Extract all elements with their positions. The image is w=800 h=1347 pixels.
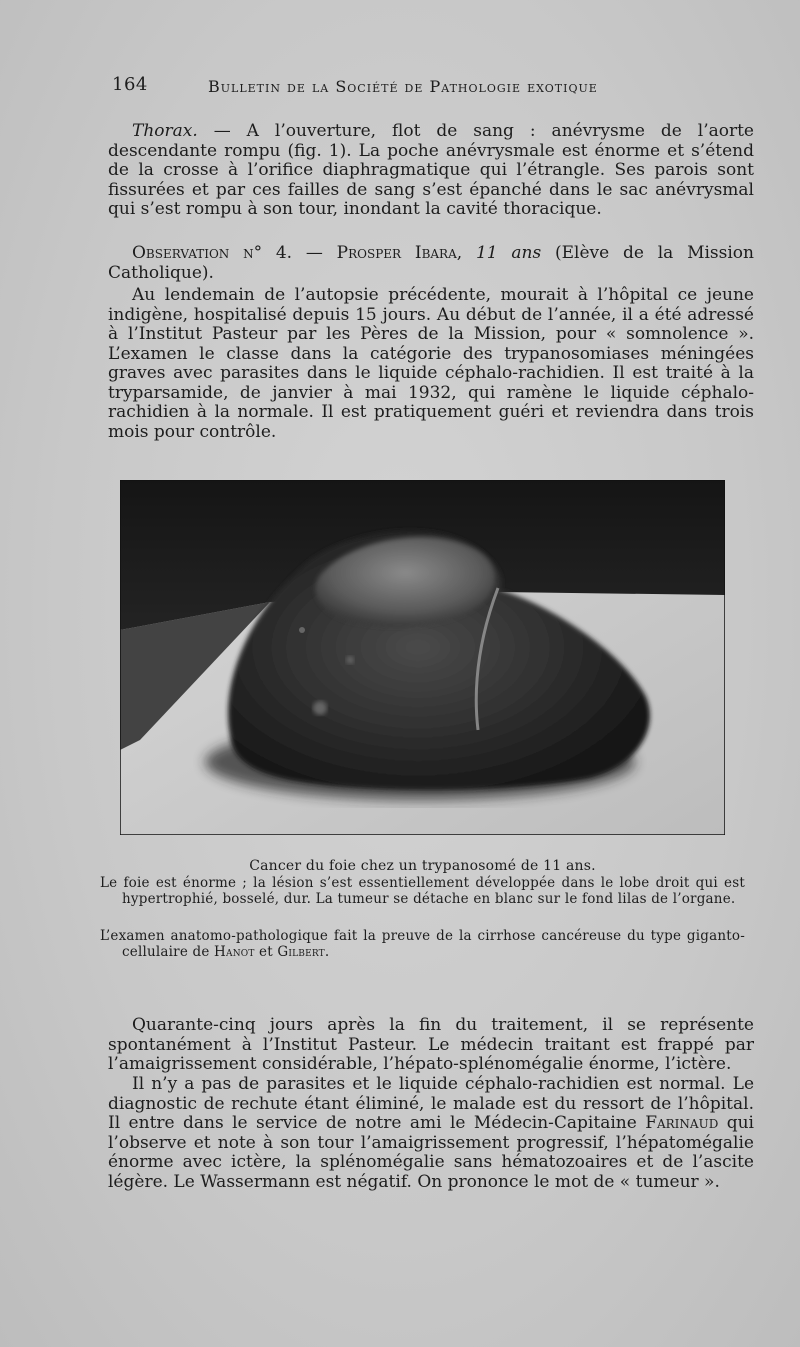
author-gilbert: Gilbert [277, 944, 325, 960]
caption-text-1: Le foie est énorme ; la lésion s’est essentiellement développée dans le lobe droit qui est hypertrophié, bosselé, dur. La tumeur se détache en blanc sur le fond lilas de l’organe. [100, 875, 745, 907]
tumor-spot-2 [346, 656, 354, 664]
observation-paragraph: Au lendemain de l’autopsie précédente, mourait à l’hôpital ce jeune indigène, hospitalisé depuis 15 jours. Au début de l’année, il a été adressé à l’Institut Pasteur par les Pères de la Mission, pour « somnolence ». L’examen le classe dans la catégorie des trypanosomiases méningées graves avec parasites dans le liquide céphalo-rachidien. Il est traité à la tryparsamide, de janvier à mai 1932, qui ramène le liquide céphalo-rachidien à la normale. Il est pratiquement guéri et reviendra dans trois mois pour contrôle. [108, 285, 754, 442]
observation-heading [108, 244, 754, 283]
observation-separator: — [292, 243, 337, 263]
caption-paragraph-2 [100, 928, 745, 960]
liver-photograph [120, 480, 725, 835]
caption-paragraph-1 [100, 875, 745, 907]
caption-title: Cancer du foie chez un trypanosomé de 11 ans. [249, 858, 596, 874]
paragraph-diagnosis [108, 1075, 754, 1192]
observation-label: Observation n° 4. [132, 243, 293, 263]
diagnosis-text-1: Il n’y a pas de parasites et le liquide céphalo-rachidien est normal. Le diagnostic de rechute étant éliminé, le malade est du ressort de l’hôpital. Il entre dans le service de notre ami le Médecin-Capitaine [108, 1074, 754, 1133]
tumor-spot-1 [313, 701, 327, 715]
tumor-spot-3 [299, 627, 305, 633]
page-number: 164 [112, 74, 148, 95]
caption-end: . [324, 944, 330, 960]
observation-rest: (Elève de la Mission Catholique). [108, 243, 754, 283]
thorax-paragraph [108, 122, 754, 220]
author-hanot: Hanot [214, 944, 255, 960]
thorax-text: — A l’ouverture, flot de sang : anévrysme de l’aorte descendante rompu (fig. 1). La poche anévrysmale est énorme et s’étend de la crosse à l’orifice diaphragmatique qui l’étrangle. Ses parois sont fissurées et par ces failles de sang s’est épanché dans le sac anévrysmal qui s’est rompu à son tour, inondant la cavité thoracique. [108, 121, 754, 219]
patient-age: 11 ans [462, 243, 542, 263]
patient-name: Prosper Ibara, [336, 243, 463, 263]
diagnosis-text-2: qui l’observe et note à son tour l’amaigrissement progressif, l’hépatomégalie énorme avec ictère, la splénomégalie sans hématozoaires et de l’ascite légère. Le Wassermann est négatif. On prononce le mot de « tumeur ». [108, 1113, 754, 1192]
running-title: Bulletin de la Société de Pathologie exotique [208, 77, 598, 96]
thorax-label: Thorax. [132, 121, 198, 141]
doctor-farinaud: Farinaud [645, 1113, 719, 1133]
liver-photo-svg [120, 480, 725, 835]
caption-text-2: L’examen anatomo-pathologique fait la preuve de la cirrhose cancéreuse du type giganto-cellulaire de [100, 928, 745, 960]
paragraph-return: Quarante-cinq jours après la fin du traitement, il se représente spontanément à l’Institut Pasteur. Le médecin traitant est frappé par l’amaigrissement considérable, l’hépato-splénomégalie énorme, l’ictère. [108, 1015, 754, 1074]
caption-and: et [254, 944, 278, 960]
